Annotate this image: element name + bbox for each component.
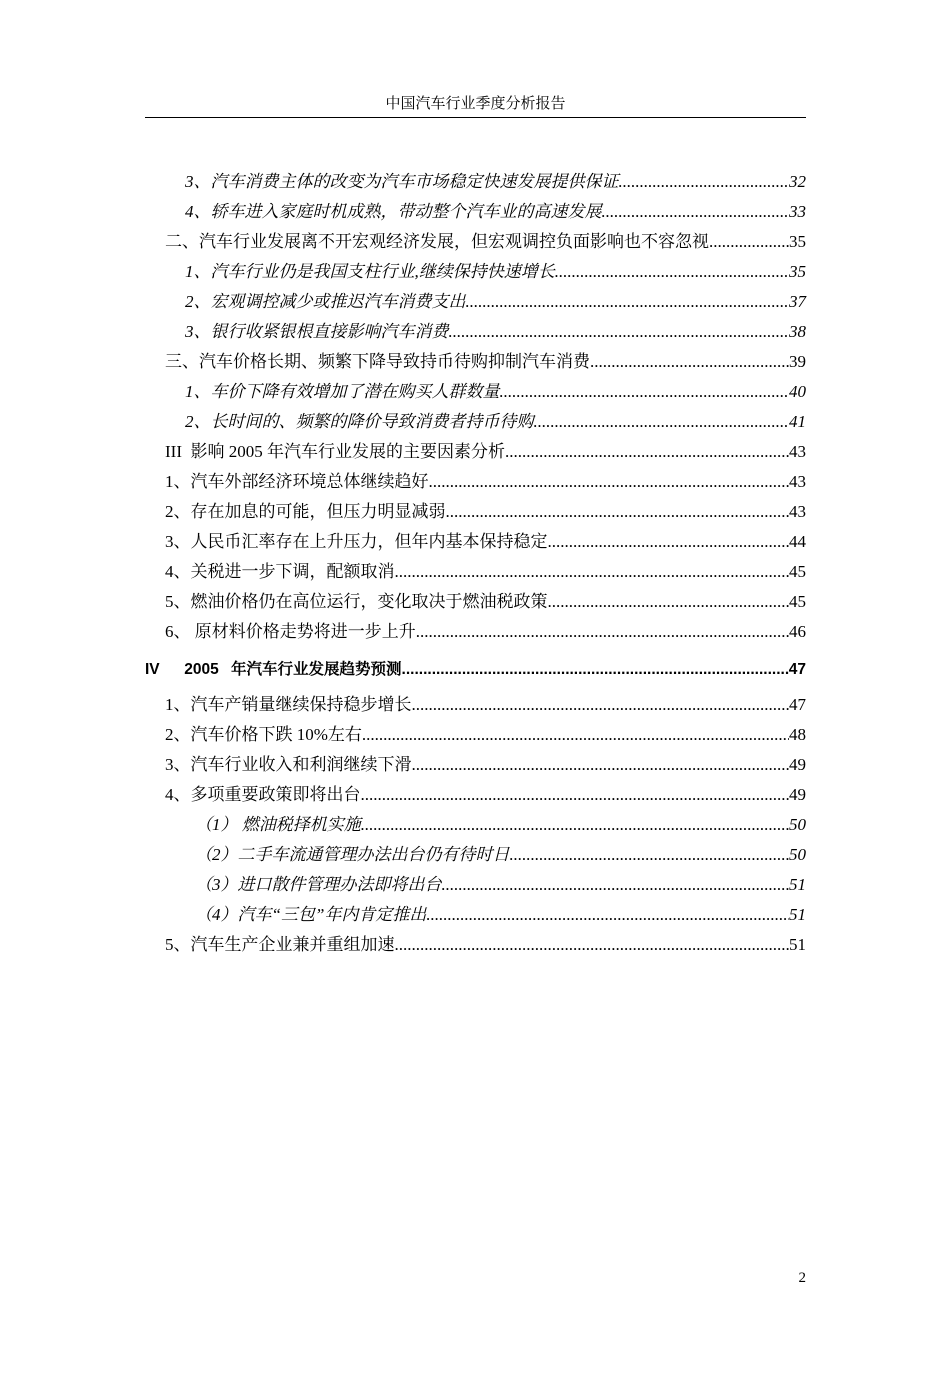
toc-entry-title: 3、银行收紧银根直接影响汽车消费	[185, 322, 449, 341]
toc-dot-leader	[534, 407, 790, 437]
toc-entry-title: 二、汽车行业发展离不开宏观经济发展，但宏观调控负面影响也不容忽视.	[165, 232, 714, 251]
toc-entry[interactable]	[145, 587, 806, 617]
toc-entry-page: 43	[789, 472, 806, 491]
toc-entry-title: 1、汽车行业仍是我国支柱行业,继续保持快速增长	[185, 262, 555, 281]
toc-entry[interactable]	[145, 780, 806, 810]
toc-entry[interactable]	[145, 227, 806, 257]
toc-entry[interactable]	[145, 617, 806, 647]
toc-entry-title: 1、车价下降有效增加了潜在购买人群数量	[185, 382, 500, 401]
toc-entry-title: 1、汽车外部经济环境总体继续趋好	[165, 472, 429, 491]
page-number: 2	[798, 1270, 806, 1286]
toc-dot-leader	[466, 287, 790, 317]
toc-entry[interactable]	[145, 690, 806, 720]
toc-entry[interactable]	[145, 197, 806, 227]
toc-dot-leader	[446, 497, 790, 527]
toc-entry-page: 50	[789, 845, 806, 864]
toc-entry[interactable]	[145, 720, 806, 750]
toc-entry-page: 43	[789, 502, 806, 521]
toc-entry-title: 3、汽车消费主体的改变为汽车市场稳定快速发展提供保证	[185, 172, 619, 191]
toc-entry[interactable]	[145, 557, 806, 587]
toc-dot-leader	[510, 840, 790, 870]
toc-entry-page: 38	[789, 322, 806, 341]
toc-entry[interactable]	[145, 840, 806, 870]
toc-dot-leader	[500, 377, 790, 407]
toc-dot-leader	[426, 900, 789, 930]
toc-dot-leader	[590, 347, 789, 377]
toc-entry-title: 2、汽车价格下跌 10%左右	[165, 725, 362, 744]
toc-entry-title: （2）二手车流通管理办法出台仍有待时日	[195, 845, 510, 864]
toc-entry-title: 3、汽车行业收入和利润继续下滑	[165, 755, 412, 774]
toc-entry[interactable]	[145, 347, 806, 377]
running-header: 中国汽车行业季度分析报告	[385, 96, 566, 112]
toc-entry-page: 44	[789, 532, 806, 551]
toc-entry-title: （3）进口散件管理办法即将出台	[195, 875, 442, 894]
toc-entry-title: 2、长时间的、频繁的降价导致消费者持币待购	[185, 412, 534, 431]
toc-entry-page: 33	[789, 202, 806, 221]
toc-entry-page: 49	[789, 755, 806, 774]
toc-entry-title: 2、宏观调控减少或推迟汽车消费支出	[185, 292, 466, 311]
toc-entry-title: 2、存在加息的可能，但压力明显减弱	[165, 502, 446, 521]
toc-entry[interactable]	[145, 810, 806, 840]
toc-entry[interactable]	[145, 287, 806, 317]
toc-entry-page: 48	[789, 725, 806, 744]
toc-dot-leader	[412, 690, 790, 720]
toc-entry-title: 三、汽车价格长期、频繁下降导致持币待购抑制汽车消费	[165, 352, 590, 371]
toc-entry[interactable]	[145, 257, 806, 287]
toc-entry-page: 51	[789, 905, 806, 924]
toc-entry-title: （1） 燃油税择机实施	[195, 815, 361, 834]
toc-entry[interactable]	[145, 407, 806, 437]
header-rule	[145, 117, 806, 118]
toc-dot-leader	[429, 467, 790, 497]
toc-entry-page: 47	[788, 661, 806, 678]
toc-entry-page: 47	[789, 695, 806, 714]
table-of-contents	[145, 167, 806, 960]
toc-entry-page: 39	[789, 352, 806, 371]
toc-dot-leader	[713, 227, 789, 257]
toc-dot-leader	[505, 437, 789, 467]
toc-entry-title: 3、人民币汇率存在上升压力，但年内基本保持稳定	[165, 532, 548, 551]
toc-dot-leader	[442, 870, 790, 900]
toc-section-heading[interactable]	[145, 654, 806, 686]
toc-entry[interactable]	[145, 497, 806, 527]
toc-entry[interactable]	[145, 750, 806, 780]
toc-entry-page: 51	[789, 935, 806, 954]
toc-entry-page: 35	[789, 232, 806, 251]
toc-entry-page: 43	[789, 442, 806, 461]
toc-entry[interactable]	[145, 167, 806, 197]
toc-entry-page: 50	[789, 815, 806, 834]
toc-dot-leader	[555, 257, 789, 287]
toc-entry-page: 45	[789, 592, 806, 611]
toc-entry-title: 4、轿车进入家庭时机成熟，带动整个汽车业的高速发展	[185, 202, 602, 221]
toc-entry[interactable]	[145, 377, 806, 407]
toc-dot-leader	[602, 197, 790, 227]
toc-entry-title: 4、多项重要政策即将出台	[165, 785, 361, 804]
toc-dot-leader	[361, 780, 790, 810]
toc-dot-leader	[548, 587, 790, 617]
toc-entry-title: III 影响 2005 年汽车行业发展的主要因素分析	[165, 442, 505, 461]
toc-entry-page: 51	[789, 875, 806, 894]
toc-entry-title: 4、关税进一步下调，配额取消	[165, 562, 395, 581]
toc-dot-leader	[395, 557, 790, 587]
toc-dot-leader	[361, 810, 789, 840]
toc-entry-page: 45	[789, 562, 806, 581]
toc-entry-page: 35	[789, 262, 806, 281]
toc-dot-leader	[402, 654, 789, 686]
toc-entry[interactable]	[145, 870, 806, 900]
toc-dot-leader	[412, 750, 790, 780]
toc-entry[interactable]	[145, 317, 806, 347]
toc-entry-page: 46	[789, 622, 806, 641]
toc-dot-leader	[619, 167, 790, 197]
toc-dot-leader	[548, 527, 790, 557]
toc-entry-title: 5、汽车生产企业兼并重组加速	[165, 935, 395, 954]
toc-entry[interactable]	[145, 527, 806, 557]
toc-entry[interactable]	[145, 900, 806, 930]
toc-dot-leader	[449, 317, 790, 347]
toc-dot-leader	[416, 617, 789, 647]
toc-entry-page: 37	[789, 292, 806, 311]
toc-entry[interactable]	[145, 437, 806, 467]
toc-entry-page: 40	[789, 382, 806, 401]
toc-entry-page: 41	[789, 412, 806, 431]
toc-entry[interactable]	[145, 467, 806, 497]
toc-entry-page: 32	[789, 172, 806, 191]
toc-entry-title: （4）汽车“三包”年内肯定推出	[195, 905, 427, 924]
toc-dot-leader	[395, 930, 790, 960]
toc-entry-title: 1、汽车产销量继续保持稳步增长	[165, 695, 412, 714]
toc-entry[interactable]	[145, 930, 806, 960]
toc-dot-leader	[362, 720, 789, 750]
toc-entry-page: 49	[789, 785, 806, 804]
toc-entry-title: 5、燃油价格仍在高位运行，变化取决于燃油税政策	[165, 592, 548, 611]
toc-entry-title: 6、 原材料价格走势将进一步上升	[165, 622, 416, 641]
toc-entry-title: IV 2005 年汽车行业发展趋势预测	[145, 661, 402, 678]
